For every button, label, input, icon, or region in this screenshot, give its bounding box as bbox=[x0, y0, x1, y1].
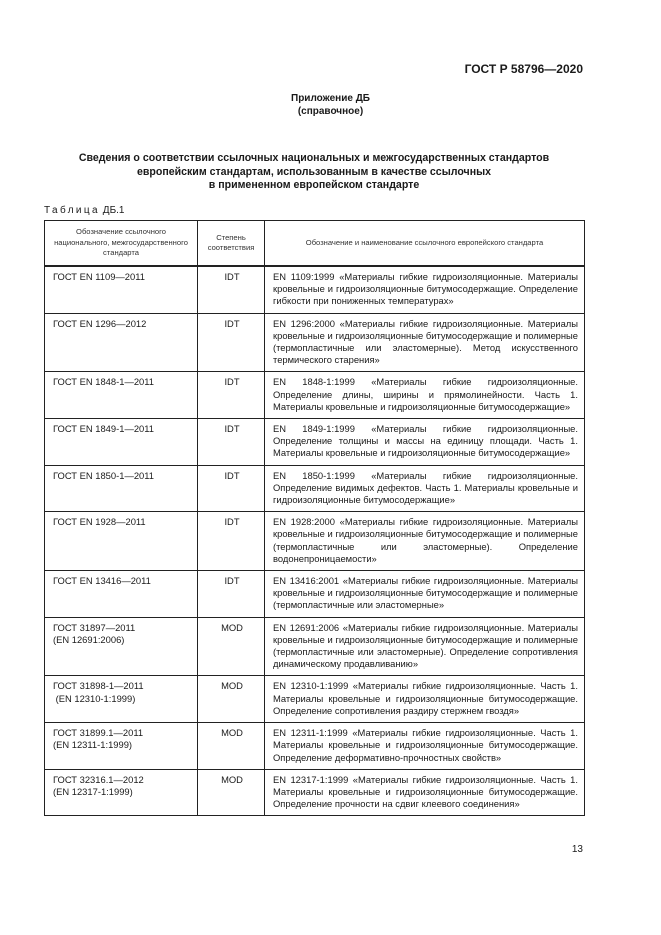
table-row bbox=[45, 571, 585, 618]
table-row bbox=[45, 372, 585, 419]
national-standard-equivalent: (EN 12317-1:1999) bbox=[53, 785, 133, 797]
european-standard-cell: EN 12317-1:1999 «Материалы гибкие гидроизоляционные. Часть 1. Материалы кровельные и гидроизоляционные битумосодержащие. Определение прочности на сдвиг клеевого соединения» bbox=[265, 769, 585, 816]
national-standard-code: ГОСТ EN 1109—2011 bbox=[53, 271, 145, 282]
national-standard-code: ГОСТ EN 1850-1—2011 bbox=[53, 469, 154, 481]
european-standard-cell: EN 1928:2000 «Материалы гибкие гидроизоляционные. Материалы кровельные и гидроизоляционные битумосодержащие и полимерные (термопластичные или эластомерные). Определение водонепроницаемости» bbox=[265, 512, 585, 571]
table-row bbox=[45, 512, 585, 571]
appendix-subtitle: (справочное) bbox=[297, 106, 364, 117]
header-national-standard: Обозначение ссылочного национального, межгосударственного стандарта bbox=[45, 221, 198, 267]
document-number: ГОСТ Р 58796—2020 bbox=[464, 62, 583, 76]
table-row bbox=[45, 419, 585, 466]
european-standard-cell: EN 12691:2006 «Материалы гибкие гидроизоляционные. Материалы кровельные и гидроизоляционные битумосодержащие и полимерные (термопластичные или эластомерные). Определение сопротивления динамическому продавливанию» bbox=[265, 617, 585, 676]
degree-cell: IDT bbox=[198, 419, 265, 466]
table-label-word: Таблица bbox=[44, 205, 101, 216]
appendix-heading bbox=[0, 92, 661, 118]
table-row bbox=[45, 769, 585, 816]
degree-cell: MOD bbox=[198, 769, 265, 816]
national-standard-equivalent: (EN 12310-1:1999) bbox=[53, 692, 136, 704]
degree-cell: IDT bbox=[198, 266, 265, 313]
degree-cell: IDT bbox=[198, 465, 265, 512]
table-label-number: ДБ.1 bbox=[102, 205, 125, 216]
table-body bbox=[45, 266, 585, 816]
appendix-title: Приложение ДБ bbox=[291, 93, 370, 104]
national-standard-cell bbox=[45, 723, 198, 770]
table-row bbox=[45, 617, 585, 676]
national-standard-cell bbox=[45, 266, 198, 313]
section-title bbox=[60, 152, 568, 193]
national-standard-code: ГОСТ 31899.1—2011 bbox=[53, 727, 144, 739]
degree-cell: MOD bbox=[198, 676, 265, 723]
table-row bbox=[45, 266, 585, 313]
section-title-line: Сведения о соответствии ссылочных национальных и межгосударственных стандартов bbox=[78, 152, 550, 164]
degree-cell: MOD bbox=[198, 723, 265, 770]
national-standard-cell bbox=[45, 372, 198, 419]
header-degree: Степень соответствия bbox=[198, 221, 265, 267]
table-row bbox=[45, 723, 585, 770]
degree-cell: IDT bbox=[198, 372, 265, 419]
national-standard-cell bbox=[45, 769, 198, 816]
table-header-row bbox=[45, 221, 585, 267]
degree-cell: IDT bbox=[198, 571, 265, 618]
degree-cell: MOD bbox=[198, 617, 265, 676]
european-standard-cell: EN 1849-1:1999 «Материалы гибкие гидроизоляционные. Определение толщины и массы на единицу площади. Часть 1. Материалы кровельные и гидроизоляционные битумосодержащие» bbox=[265, 419, 585, 466]
section-title-line: в примененном европейском стандарте bbox=[208, 179, 420, 191]
national-standard-code: ГОСТ EN 1296—2012 bbox=[53, 317, 147, 329]
national-standard-cell bbox=[45, 419, 198, 466]
european-standard-cell: EN 1848-1:1999 «Материалы гибкие гидроизоляционные. Определение длины, ширины и прямолинейности. Часть 1. Материалы кровельные и гидроизоляционные битумосодержащие» bbox=[265, 372, 585, 419]
european-standard-cell: EN 1296:2000 «Материалы гибкие гидроизоляционные. Материалы кровельные и гидроизоляционные битумосодержащие и полимерные (термопластичные или эластомерные). Метод искусственного термического старения» bbox=[265, 313, 585, 372]
national-standard-code: ГОСТ EN 1928—2011 bbox=[53, 516, 146, 528]
national-standard-equivalent: (EN 12311-1:1999) bbox=[53, 739, 133, 751]
section-title-line: европейским стандартам, использованным в качестве ссылочных bbox=[136, 165, 492, 178]
standards-table bbox=[44, 220, 585, 816]
table-row bbox=[45, 313, 585, 372]
national-standard-code: ГОСТ EN 1849-1—2011 bbox=[53, 423, 154, 435]
national-standard-code: ГОСТ EN 13416—2011 bbox=[53, 575, 151, 587]
header-european-standard: Обозначение и наименование ссылочного европейского стандарта bbox=[265, 221, 585, 267]
european-standard-cell: EN 13416:2001 «Материалы гибкие гидроизоляционные. Материалы кровельные и гидроизоляционные битумосодержащие и полимерные (термопластичные или эластомерные» bbox=[265, 571, 585, 618]
degree-cell: IDT bbox=[198, 313, 265, 372]
european-standard-cell: EN 1109:1999 «Материалы гибкие гидроизоляционные. Материалы кровельные и гидроизоляционные битумосодержащие. Определение гибкости при пониженных температурах» bbox=[265, 266, 585, 313]
national-standard-cell bbox=[45, 512, 198, 571]
page-number: 13 bbox=[571, 844, 583, 855]
european-standard-cell: EN 12311-1:1999 «Материалы гибкие гидроизоляционные. Часть 1. Материалы кровельные и гидроизоляционные битумосодержащие. Определение деформативно-прочностных свойств» bbox=[265, 723, 585, 770]
national-standard-equivalent: (EN 12691:2006) bbox=[53, 633, 125, 645]
table-label bbox=[44, 205, 124, 216]
table-row bbox=[45, 465, 585, 512]
national-standard-cell bbox=[45, 617, 198, 676]
national-standard-code: ГОСТ 31898-1—2011 bbox=[53, 680, 144, 692]
european-standard-cell: EN 12310-1:1999 «Материалы гибкие гидроизоляционные. Часть 1. Материалы кровельные и гидроизоляционные битумосодержащие. Определение сопротивления раздиру стержнем гвоздя» bbox=[265, 676, 585, 723]
degree-cell: IDT bbox=[198, 512, 265, 571]
national-standard-cell bbox=[45, 676, 198, 723]
national-standard-cell bbox=[45, 571, 198, 618]
national-standard-cell bbox=[45, 313, 198, 372]
table-row bbox=[45, 676, 585, 723]
national-standard-code: ГОСТ 32316.1—2012 bbox=[53, 773, 144, 785]
national-standard-code: ГОСТ EN 1848-1—2011 bbox=[53, 376, 154, 388]
european-standard-cell: EN 1850-1:1999 «Материалы гибкие гидроизоляционные. Определение видимых дефектов. Часть 1. Материалы кровельные и гидроизоляционные битумосодержащие» bbox=[265, 465, 585, 512]
national-standard-cell bbox=[45, 465, 198, 512]
national-standard-code: ГОСТ 31897—2011 bbox=[53, 621, 136, 633]
